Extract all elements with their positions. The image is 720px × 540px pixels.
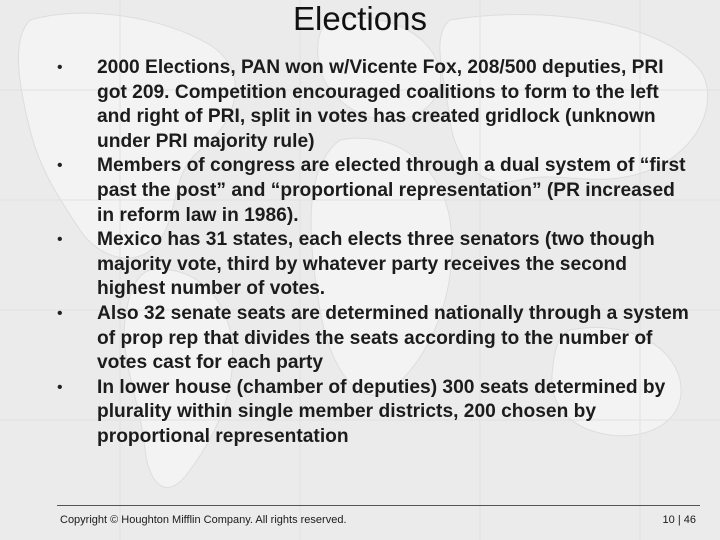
copyright-notice: Copyright © Houghton Mifflin Company. All rights reserved. <box>60 514 347 526</box>
bullet-item <box>57 302 697 376</box>
bullet-dot: • <box>57 231 63 249</box>
bullet-text: Mexico has 31 states, each elects three senators (two though majority vote, third by whatever party receives the second highest number of votes. <box>97 229 655 300</box>
bullet-text: Also 32 senate seats are determined nationally through a system of prop rep that divides the seats according to the number of votes cast for each party <box>97 302 689 374</box>
bullet-dot: • <box>57 378 63 396</box>
bullet-item <box>57 56 697 154</box>
bullet-text: In lower house (chamber of deputies) 300 seats determined by plurality within single member districts, 200 chosen by proportional representation <box>97 376 666 447</box>
bullet-item <box>57 376 697 450</box>
slide-body <box>57 56 697 450</box>
bullet-dot: • <box>57 157 63 175</box>
bullet-item <box>57 154 697 228</box>
page-number: 10 | 46 <box>662 514 696 526</box>
bullet-list <box>57 56 697 450</box>
slide-title: Elections <box>293 0 427 37</box>
bullet-text: 2000 Elections, PAN won w/Vicente Fox, 208/500 deputies, PRI got 209. Competition encouraged coalitions to form to the left and right of PRI, split in votes has created gridlock (unknown under PRI majority rule) <box>97 57 664 152</box>
footer-divider <box>57 505 700 506</box>
bullet-dot: • <box>57 304 63 322</box>
bullet-item <box>57 228 697 302</box>
bullet-text: Members of congress are elected through a dual system of “first past the post” and “proportional representation” (PR increased in reform law in 1986). <box>97 155 686 226</box>
bullet-dot: • <box>57 59 63 76</box>
